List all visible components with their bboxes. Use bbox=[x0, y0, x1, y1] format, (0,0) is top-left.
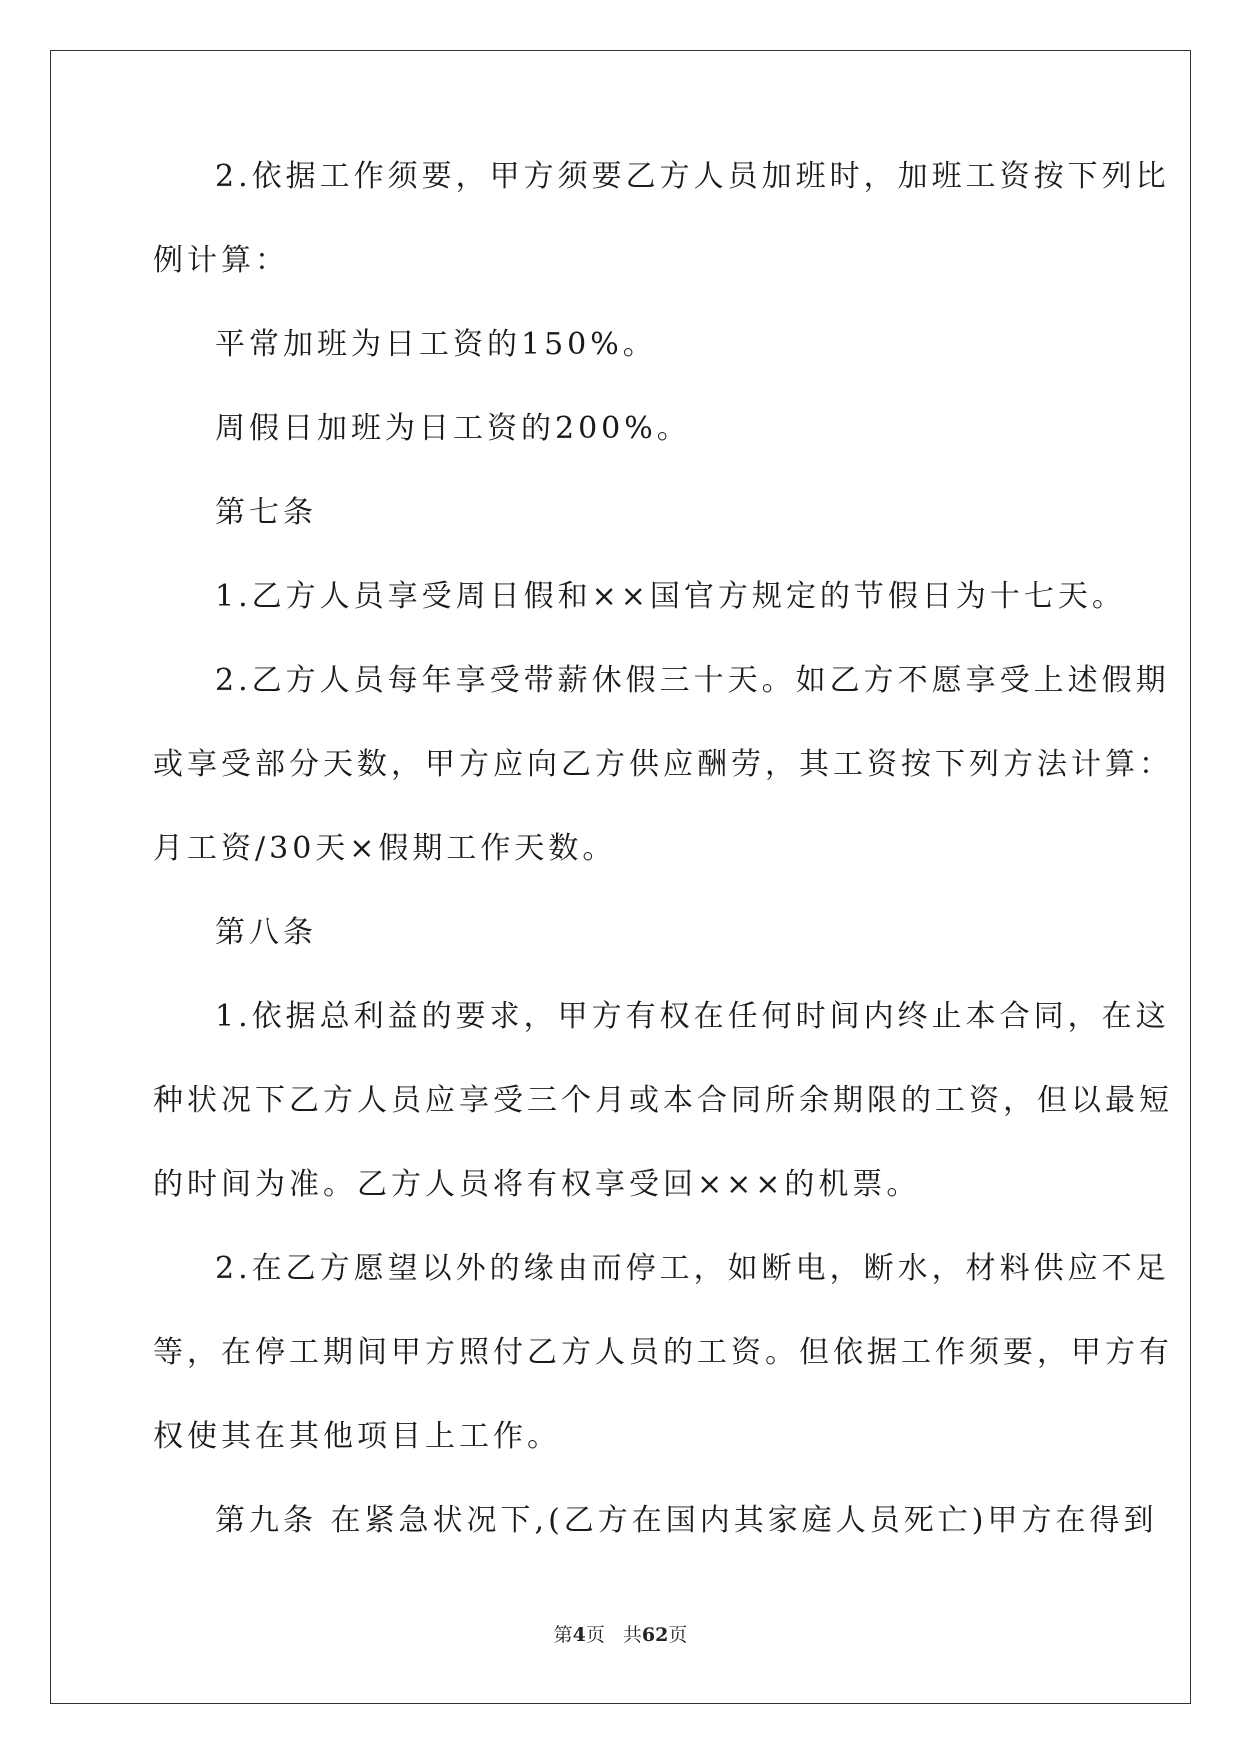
paragraph-line: 月工资/30天×假期工作天数。 bbox=[153, 831, 617, 866]
paragraph-line: 权使其在其他项目上工作。 bbox=[153, 1419, 561, 1454]
footer-page-suffix: 页 bbox=[585, 1624, 605, 1646]
article-heading: 第八条 bbox=[215, 915, 317, 950]
page-footer bbox=[0, 1623, 1241, 1647]
footer-page-prefix: 第 bbox=[553, 1624, 573, 1646]
paragraph-line: 2.在乙方愿望以外的缘由而停工，如断电，断水，材料供应不足 bbox=[215, 1251, 1170, 1286]
paragraph-line: 例计算： bbox=[153, 243, 289, 278]
footer-total-prefix: 共 bbox=[622, 1624, 642, 1646]
footer-page-current: 4 bbox=[572, 1624, 586, 1646]
document-body bbox=[153, 159, 1173, 1588]
paragraph-line: 1.依据总利益的要求，甲方有权在任何时间内终止本合同，在这 bbox=[215, 999, 1170, 1034]
footer-total-suffix: 页 bbox=[668, 1624, 688, 1646]
paragraph-line: 第九条 在紧急状况下,(乙方在国内其家庭人员死亡)甲方在得到 bbox=[215, 1503, 1158, 1538]
paragraph-line: 的时间为准。乙方人员将有权享受回×××的机票。 bbox=[153, 1167, 921, 1202]
paragraph-line: 2.依据工作须要，甲方须要乙方人员加班时，加班工资按下列比 bbox=[215, 159, 1170, 194]
paragraph-line: 平常加班为日工资的150%。 bbox=[215, 327, 657, 362]
paragraph-line: 2.乙方人员每年享受带薪休假三十天。如乙方不愿享受上述假期 bbox=[215, 663, 1170, 698]
paragraph-line: 种状况下乙方人员应享受三个月或本合同所余期限的工资，但以最短 bbox=[153, 1083, 1173, 1118]
paragraph-line: 周假日加班为日工资的200%。 bbox=[215, 411, 691, 446]
paragraph-line: 或享受部分天数，甲方应向乙方供应酬劳，其工资按下列方法计算： bbox=[153, 747, 1173, 782]
paragraph-line: 等，在停工期间甲方照付乙方人员的工资。但依据工作须要，甲方有 bbox=[153, 1335, 1173, 1370]
footer-page-total: 62 bbox=[641, 1624, 669, 1646]
paragraph-line: 1.乙方人员享受周日假和××国官方规定的节假日为十七天。 bbox=[215, 579, 1126, 614]
article-heading: 第七条 bbox=[215, 495, 317, 530]
